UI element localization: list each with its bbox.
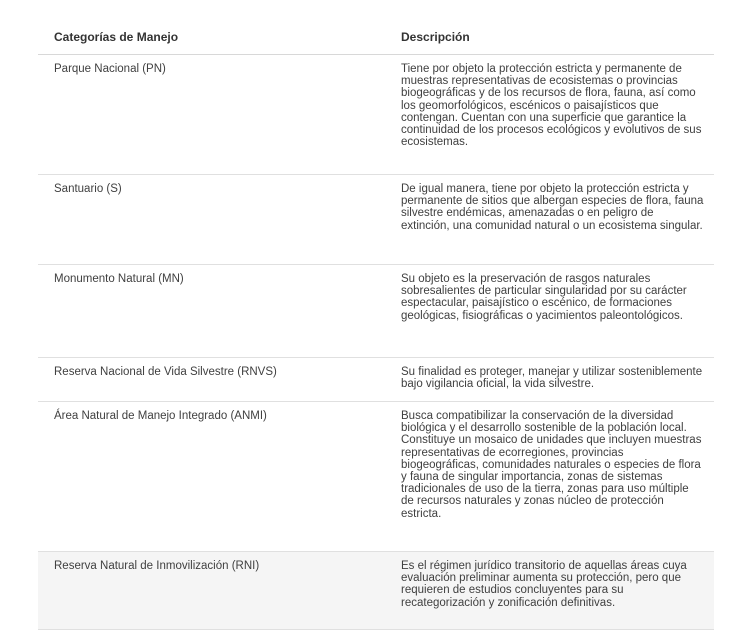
table-row xyxy=(38,175,714,265)
row-description: Tiene por objeto la protección estricta y permanente de muestras representativas de ecosistemas o provincias biogeográficas y de los recursos de flora, fauna, así como los geomorfológicos, escénicos o paisajísticos que contengan. Cuentan con una superficie que garantice la continuidad de los procesos ecológicos y evolutivos de sus ecosistemas. xyxy=(385,55,714,175)
row-description: De igual manera, tiene por objeto la protección estricta y permanente de sitios que albergan especies de flora, fauna silvestre endémicas, amenazadas o en peligro de extinción, una comunidad natural o un ecosistema singular. xyxy=(385,175,714,265)
header-description: Descripción xyxy=(385,18,714,55)
row-category: Monumento Natural (MN) xyxy=(38,265,385,358)
header-category: Categorías de Manejo xyxy=(38,18,385,55)
row-description: Su finalidad es proteger, manejar y utilizar sosteniblemente bajo vigilancia oficial, la vida silvestre. xyxy=(385,358,714,402)
row-category: Santuario (S) xyxy=(38,175,385,265)
row-category: Parque Nacional (PN) xyxy=(38,55,385,175)
table-row xyxy=(38,402,714,552)
table-row xyxy=(38,552,714,630)
row-category: Reserva Nacional de Vida Silvestre (RNVS) xyxy=(38,358,385,402)
management-categories-table xyxy=(38,18,714,630)
table-header-row xyxy=(38,18,714,55)
table-row xyxy=(38,55,714,175)
row-description: Su objeto es la preservación de rasgos naturales sobresalientes de particular singularidad por su carácter espectacular, paisajístico o escénico, de formaciones geológicas, fisiográficas o yacimientos paleontológicos. xyxy=(385,265,714,358)
row-category: Área Natural de Manejo Integrado (ANMI) xyxy=(38,402,385,552)
table-row xyxy=(38,358,714,402)
row-category: Reserva Natural de Inmovilización (RNI) xyxy=(38,552,385,630)
row-description: Busca compatibilizar la conservación de la diversidad biológica y el desarrollo sostenible de la población local. Constituye un mosaico de unidades que incluyen muestras representativas de ecorregiones, provincias biogeográficas, comunidades naturales o especies de flora y fauna de singular importancia, zonas de sistemas tradicionales de uso de la tierra, zonas para uso múltiple de recursos naturales y zonas núcleo de protección estricta. xyxy=(385,402,714,552)
row-description: Es el régimen jurídico transitorio de aquellas áreas cuya evaluación preliminar aumenta su protección, pero que requieren de estudios concluyentes para su recategorización y zonificación definitivas. xyxy=(385,552,714,630)
table-row xyxy=(38,265,714,358)
management-categories-table-container xyxy=(38,18,714,630)
